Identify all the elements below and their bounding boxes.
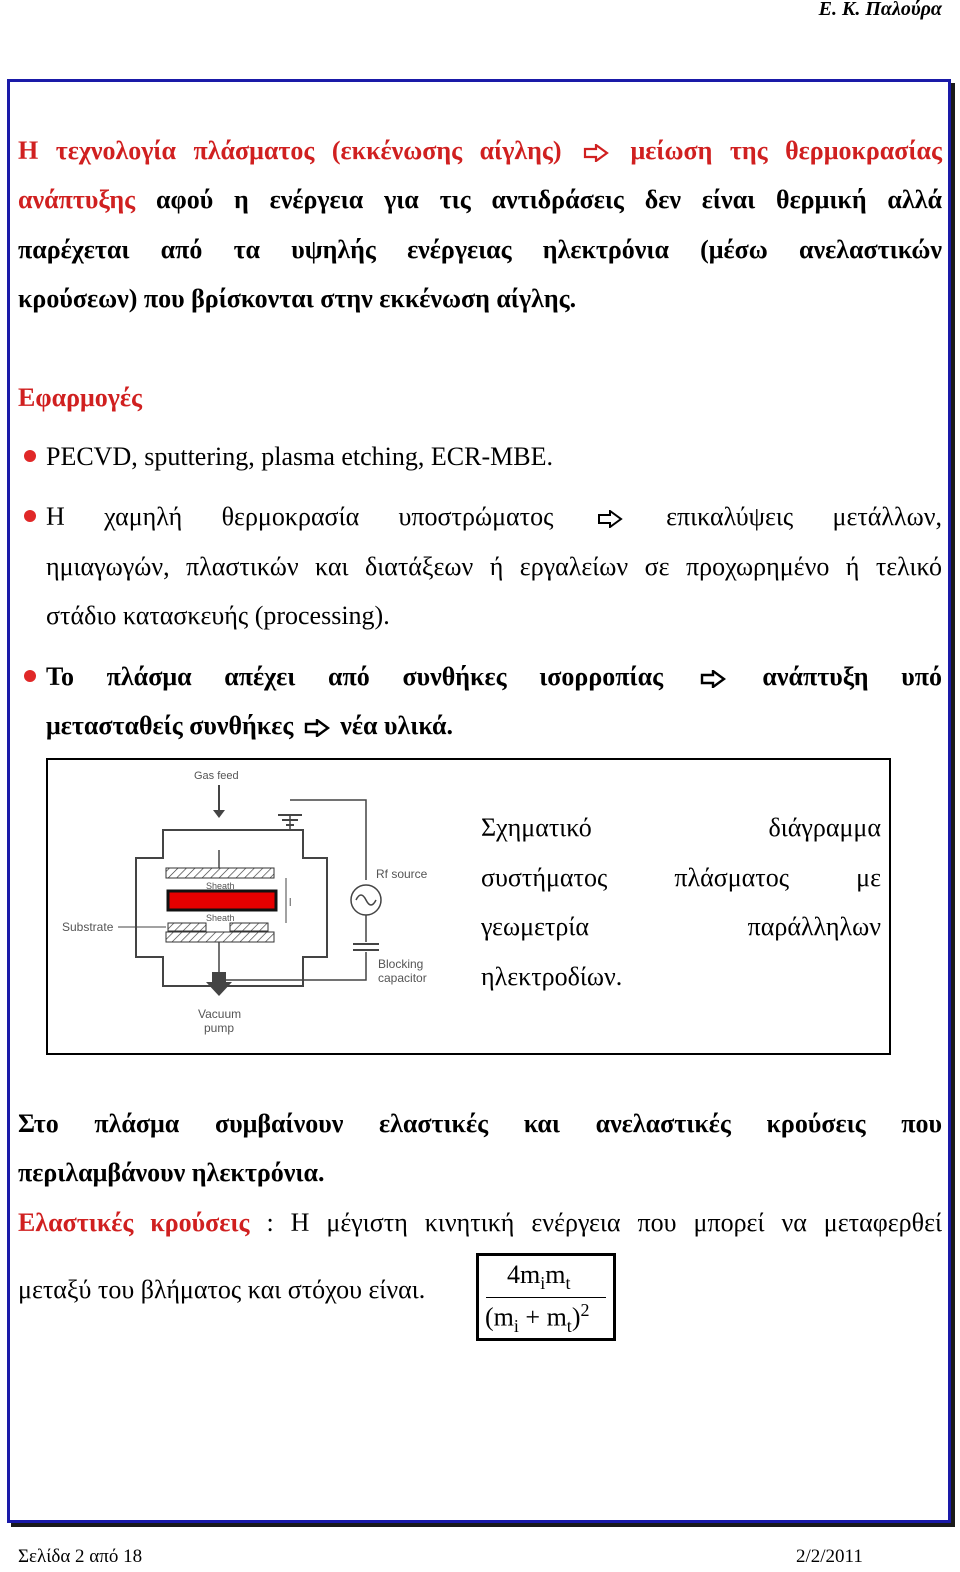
intro-line-3: παρέχεται από τα υψηλής ενέργειας ηλεκτρόνια (μέσω ανελαστικών xyxy=(18,235,942,264)
intro-line-2 xyxy=(18,175,942,225)
blocking-label-2: capacitor xyxy=(378,971,427,985)
diagram-caption xyxy=(481,803,881,1001)
gas-feed-label: Gas feed xyxy=(194,770,239,782)
caption-word: πλάσματος xyxy=(674,862,790,892)
formula-intro: μεταξύ του βλήματος και στόχου είναι. xyxy=(18,1275,426,1304)
formula-sub-t: t xyxy=(565,1273,571,1294)
intro-red-1: Η τεχνολογία πλάσματος (εκκένωσης αίγλης) xyxy=(18,136,562,165)
bullet-3-line2a: μετασταθείς συνθήκες xyxy=(46,711,294,740)
bullet-2-part-2: επικαλύψεις μετάλλων, xyxy=(666,502,943,531)
caption-word: συστήματος xyxy=(481,862,608,892)
formula-den-sub-t: t xyxy=(566,1315,572,1336)
caption-word: με xyxy=(856,862,881,892)
elastic-text: : Η μέγιστη κινητική ενέργεια που μπορεί να μεταφερθεί xyxy=(266,1208,943,1237)
implies-arrow-icon xyxy=(583,144,609,162)
rf-source-label: Rf source xyxy=(376,867,428,881)
bullet-2-line-1 xyxy=(46,492,942,542)
bullet-3-part-2: ανάπτυξη υπό xyxy=(762,662,942,691)
vacuum-label-2: pump xyxy=(204,1021,235,1035)
intro-line-4: κρούσεων) που βρίσκονται στην εκκένωση αίγλης. xyxy=(18,284,577,313)
bullet-3-line2b: νέα υλικά. xyxy=(340,711,454,740)
formula-den-close: ) xyxy=(571,1302,581,1332)
footer-page-number: Σελίδα 2 από 18 xyxy=(18,1546,143,1567)
caption-word: ηλεκτροδίων. xyxy=(481,961,623,991)
formula-exponent: 2 xyxy=(580,1300,590,1320)
bullet-2-line-2: ημιαγωγών, πλαστικών και διατάξεων ή εργαλείων σε προχωρημένο ή τελικό xyxy=(46,552,942,581)
formula-m: m xyxy=(545,1260,566,1289)
caption-word: Σχηματικό xyxy=(481,813,592,842)
intro-red-2a: μείωση της θερμοκρασίας xyxy=(630,136,942,165)
bullet-2-part-1: Η χαμηλή θερμοκρασία υποστρώματος xyxy=(46,502,554,531)
formula-den-open: (m xyxy=(485,1302,514,1332)
elastic-label: Ελαστικές κρούσεις xyxy=(18,1208,250,1237)
fraction-bar xyxy=(486,1297,606,1298)
substrate-label: Substrate xyxy=(62,920,114,934)
formula-denominator xyxy=(485,1300,589,1337)
bullet-dot-icon xyxy=(24,510,36,522)
plasma-reactor-schematic xyxy=(48,760,468,1053)
implies-arrow-icon xyxy=(597,510,623,528)
bullet-dot-icon xyxy=(24,670,36,682)
formula-sub-i: i xyxy=(540,1273,546,1294)
gap-label: l xyxy=(289,897,292,909)
implies-arrow-icon xyxy=(700,670,726,688)
intro-line-1 xyxy=(18,126,942,176)
collisions-line-2: περιλαμβάνουν ηλεκτρόνια. xyxy=(18,1158,325,1187)
energy-transfer-formula xyxy=(476,1253,616,1341)
formula-numerator xyxy=(507,1260,571,1294)
intro-red-2b: ανάπτυξης xyxy=(18,185,136,214)
formula-4m: 4m xyxy=(507,1260,541,1289)
collisions-line-1: Στο πλάσμα συμβαίνουν ελαστικές και ανελαστικές κρούσεις που xyxy=(18,1109,942,1138)
bullet-dot-icon xyxy=(24,450,36,462)
sheath-bottom-label: Sheath xyxy=(206,913,235,923)
bullet-2-line-3: στάδιο κατασκευής (processing). xyxy=(46,601,390,630)
header-author: Ε. Κ. Παλούρα xyxy=(818,0,942,20)
applications-heading: Εφαρμογές xyxy=(18,383,142,412)
bullet-3-line-2 xyxy=(46,701,942,751)
vacuum-label-1: Vacuum xyxy=(198,1007,242,1021)
caption-word: παράλληλων xyxy=(747,912,881,941)
sheath-top-label: Sheath xyxy=(206,881,235,891)
bullet-3-part-1: Το πλάσμα απέχει από συνθήκες ισορροπίας xyxy=(46,662,664,691)
footer-date: 2/2/2011 xyxy=(796,1546,863,1567)
formula-den-sub-i: i xyxy=(513,1315,519,1336)
elastic-line xyxy=(18,1198,942,1248)
intro-line1-rest: αφού η ενέργεια για τις αντιδράσεις δεν είναι θερμική αλλά xyxy=(155,185,942,214)
caption-word: διάγραμμα xyxy=(768,813,881,842)
formula-den-plus: + m xyxy=(525,1302,567,1332)
bullet-3-line-1 xyxy=(46,652,942,702)
bullet-1-text: PECVD, sputtering, plasma etching, ECR-MBE. xyxy=(46,442,553,471)
plasma-diagram-box xyxy=(46,758,891,1055)
blocking-label-1: Blocking xyxy=(378,957,424,971)
implies-arrow-icon xyxy=(304,719,330,737)
caption-word: γεωμετρία xyxy=(481,912,589,941)
